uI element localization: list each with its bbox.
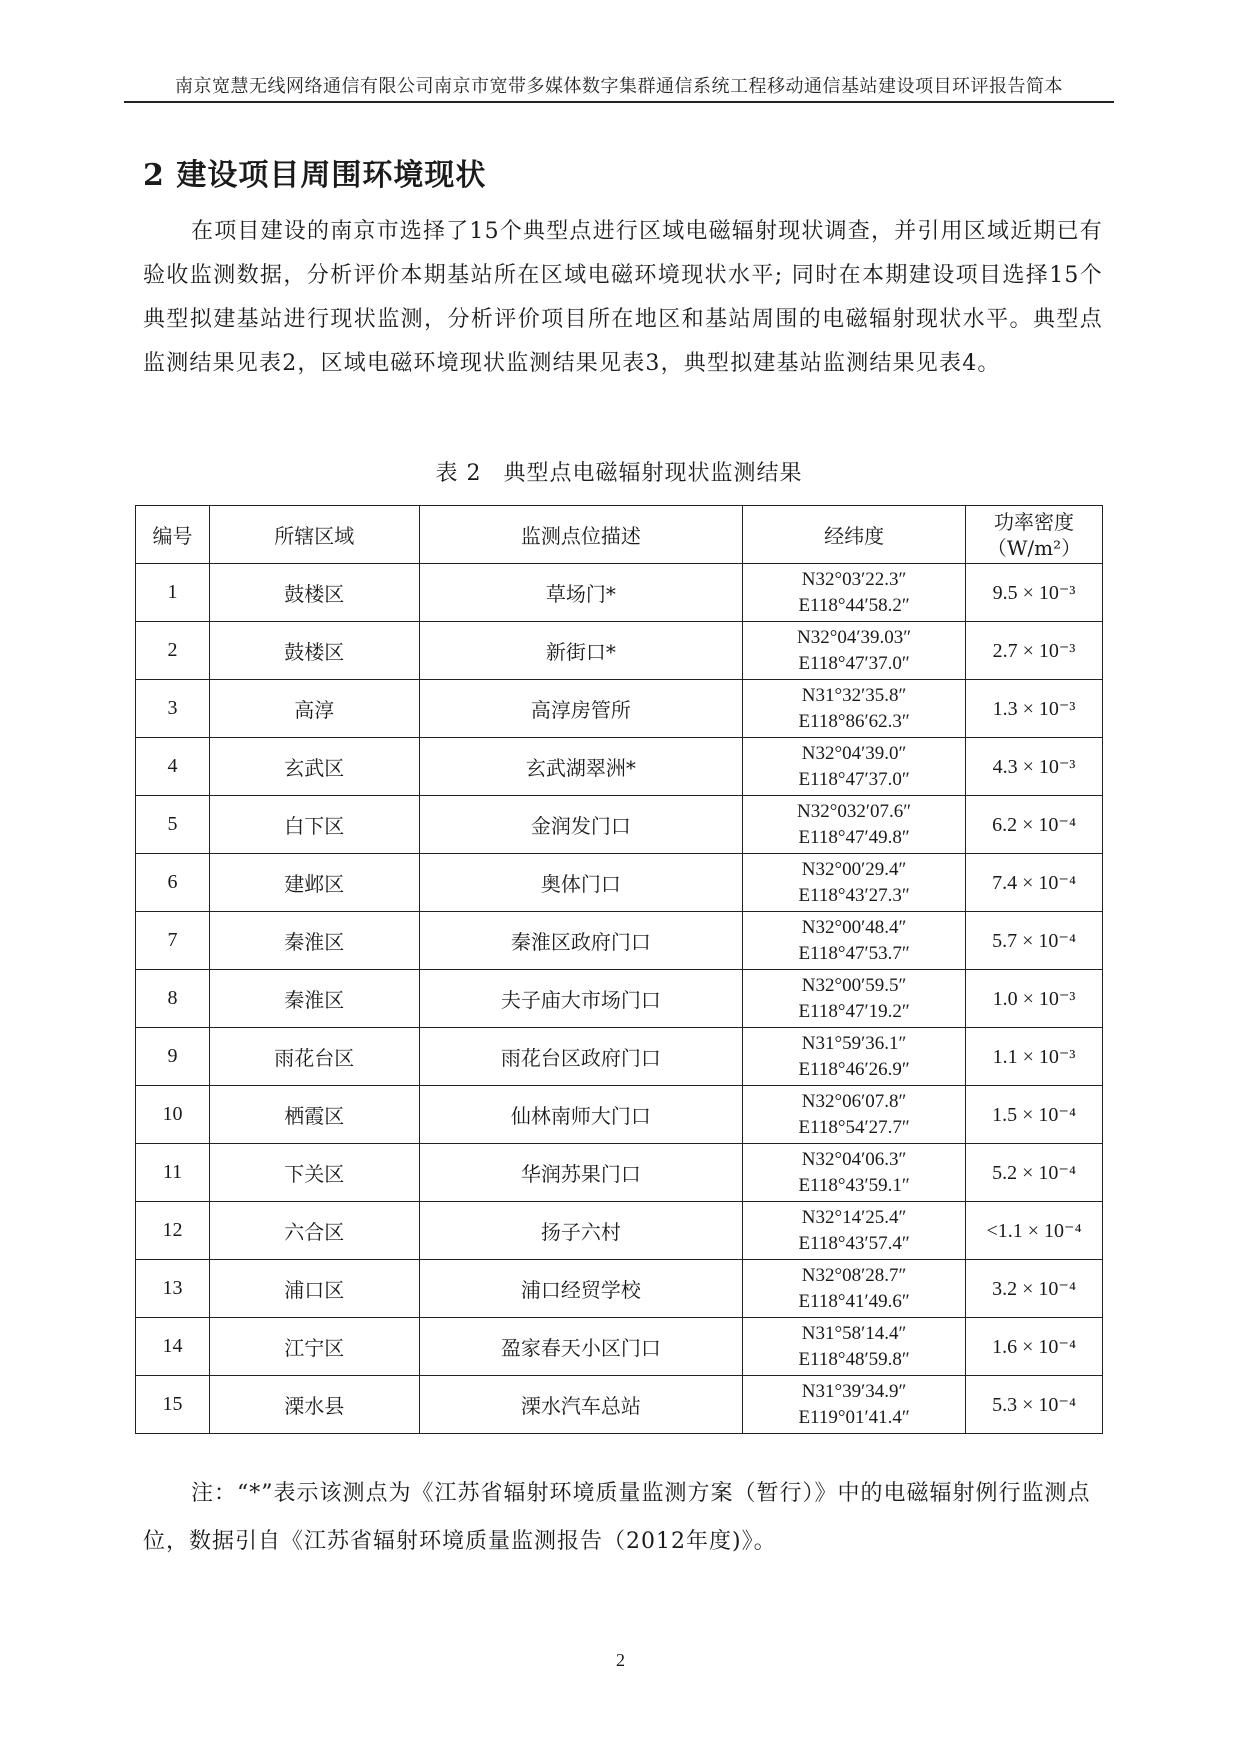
cell-id: 8 — [136, 970, 210, 1028]
cell-power-density: 4.3 × 10⁻³ — [966, 738, 1103, 796]
cell-coords — [743, 1260, 966, 1318]
cell-district: 鼓楼区 — [209, 622, 419, 680]
cell-district: 栖霞区 — [209, 1086, 419, 1144]
cell-coords — [743, 1144, 966, 1202]
cell-district: 秦淮区 — [209, 912, 419, 970]
cell-location: 金润发门口 — [419, 796, 743, 854]
cell-coords — [743, 622, 966, 680]
cell-coords — [743, 796, 966, 854]
cell-power-density: 1.3 × 10⁻³ — [966, 680, 1103, 738]
cell-coords — [743, 1028, 966, 1086]
cell-district: 玄武区 — [209, 738, 419, 796]
cell-coords — [743, 738, 966, 796]
cell-id: 6 — [136, 854, 210, 912]
cell-coords — [743, 680, 966, 738]
cell-coords — [743, 1318, 966, 1376]
cell-power-density: 2.7 × 10⁻³ — [966, 622, 1103, 680]
table-header-row — [136, 506, 1103, 564]
cell-longitude: E118°54′27.7″ — [798, 1116, 910, 1138]
header-power-density — [966, 506, 1103, 564]
cell-power-density: 5.2 × 10⁻⁴ — [966, 1144, 1103, 1202]
table-row — [136, 738, 1103, 796]
cell-latitude: N32°14′25.4″ — [801, 1206, 907, 1228]
cell-id: 11 — [136, 1144, 210, 1202]
cell-latitude: N31°32′35.8″ — [801, 684, 907, 706]
cell-power-density: 1.1 × 10⁻³ — [966, 1028, 1103, 1086]
cell-coords — [743, 970, 966, 1028]
cell-district: 六合区 — [209, 1202, 419, 1260]
table-row — [136, 1086, 1103, 1144]
cell-power-density: 1.0 × 10⁻³ — [966, 970, 1103, 1028]
cell-id: 12 — [136, 1202, 210, 1260]
cell-longitude: E118°41′49.6″ — [798, 1290, 910, 1312]
header-id: 编号 — [136, 506, 210, 564]
table-note: 注：“*”表示该测点为《江苏省辐射环境质量监测方案（暂行）》中的电磁辐射例行监测点位，数据引自《江苏省辐射环境质量监测报告（2012年度)》。 — [143, 1481, 1091, 1554]
cell-latitude: N32°00′29.4″ — [801, 858, 907, 880]
cell-district: 江宁区 — [209, 1318, 419, 1376]
table-row — [136, 564, 1103, 622]
cell-latitude: N31°39′34.9″ — [801, 1380, 907, 1402]
cell-longitude: E119°01′41.4″ — [798, 1406, 910, 1428]
cell-longitude: E118°43′59.1″ — [798, 1174, 910, 1196]
cell-coords — [743, 912, 966, 970]
cell-location: 秦淮区政府门口 — [419, 912, 743, 970]
cell-coords — [743, 1086, 966, 1144]
cell-location: 溧水汽车总站 — [419, 1376, 743, 1434]
cell-location: 玄武湖翠洲* — [419, 738, 743, 796]
cell-location: 仙林南师大门口 — [419, 1086, 743, 1144]
table-row — [136, 912, 1103, 970]
cell-longitude: E118°47′37.0″ — [798, 652, 910, 674]
cell-latitude: N32°03′22.3″ — [801, 568, 907, 590]
page-number: 2 — [616, 1650, 625, 1670]
cell-id: 10 — [136, 1086, 210, 1144]
cell-longitude: E118°47′53.7″ — [798, 942, 910, 964]
table-row — [136, 854, 1103, 912]
header-location: 监测点位描述 — [419, 506, 743, 564]
header-coords: 经纬度 — [743, 506, 966, 564]
intro-paragraph: 在项目建设的南京市选择了15个典型点进行区域电磁辐射现状调查，并引用区域近期已有验收监测数据，分析评价本期基站所在区域电磁环境现状水平; 同时在本期建设项目选择15个典型拟建基站进行现状监测，分析评价项目所在地区和基站周围的电磁辐射现状水平。典型点监测结果见表2，区域电磁环境现状监测结果见表3，典型拟建基站监测结果见表4。 — [143, 219, 1103, 376]
cell-longitude: E118°43′27.3″ — [798, 884, 910, 906]
cell-latitude: N31°58′14.4″ — [801, 1322, 907, 1344]
cell-power-density: 1.5 × 10⁻⁴ — [966, 1086, 1103, 1144]
table-row — [136, 1318, 1103, 1376]
cell-district: 白下区 — [209, 796, 419, 854]
cell-power-density: 3.2 × 10⁻⁴ — [966, 1260, 1103, 1318]
table-row — [136, 1028, 1103, 1086]
cell-district: 鼓楼区 — [209, 564, 419, 622]
cell-id: 4 — [136, 738, 210, 796]
cell-latitude: N32°04′39.0″ — [801, 742, 907, 764]
cell-latitude: N32°00′48.4″ — [801, 916, 907, 938]
cell-latitude: N32°08′28.7″ — [801, 1264, 907, 1286]
cell-longitude: E118°47′37.0″ — [798, 768, 910, 790]
table-row — [136, 1260, 1103, 1318]
table-row — [136, 622, 1103, 680]
cell-latitude: N32°06′07.8″ — [801, 1090, 907, 1112]
cell-power-density: 6.2 × 10⁻⁴ — [966, 796, 1103, 854]
cell-district: 溧水县 — [209, 1376, 419, 1434]
cell-id: 7 — [136, 912, 210, 970]
cell-latitude: N32°04′06.3″ — [801, 1148, 907, 1170]
cell-id: 1 — [136, 564, 210, 622]
cell-location: 高淳房管所 — [419, 680, 743, 738]
cell-id: 2 — [136, 622, 210, 680]
cell-power-density: <1.1 × 10⁻⁴ — [966, 1202, 1103, 1260]
cell-power-density: 5.3 × 10⁻⁴ — [966, 1376, 1103, 1434]
cell-coords — [743, 564, 966, 622]
cell-latitude: N32°00′59.5″ — [801, 974, 907, 996]
table-caption — [124, 456, 1114, 487]
cell-location: 华润苏果门口 — [419, 1144, 743, 1202]
cell-location: 夫子庙大市场门口 — [419, 970, 743, 1028]
cell-longitude: E118°47′49.8″ — [798, 826, 910, 848]
table-caption-title: 典型点电磁辐射现状监测结果 — [503, 461, 803, 486]
cell-latitude: N32°032′07.6″ — [797, 800, 912, 822]
cell-longitude: E118°48′59.8″ — [798, 1348, 910, 1370]
cell-id: 9 — [136, 1028, 210, 1086]
cell-latitude: N32°04′39.03″ — [797, 626, 912, 648]
cell-latitude: N31°59′36.1″ — [801, 1032, 907, 1054]
cell-district: 雨花台区 — [209, 1028, 419, 1086]
table-row — [136, 796, 1103, 854]
cell-coords — [743, 1202, 966, 1260]
cell-longitude: E118°47′19.2″ — [798, 1000, 910, 1022]
cell-power-density: 5.7 × 10⁻⁴ — [966, 912, 1103, 970]
cell-coords — [743, 1376, 966, 1434]
cell-id: 14 — [136, 1318, 210, 1376]
header-power-unit: （W/m²） — [986, 535, 1082, 560]
table-row — [136, 680, 1103, 738]
header-rule — [124, 101, 1114, 103]
cell-longitude: E118°86′62.3″ — [798, 710, 910, 732]
cell-district: 下关区 — [209, 1144, 419, 1202]
cell-coords — [743, 854, 966, 912]
cell-longitude: E118°43′57.4″ — [798, 1232, 910, 1254]
cell-location: 新街口* — [419, 622, 743, 680]
cell-power-density: 9.5 × 10⁻³ — [966, 564, 1103, 622]
table-caption-number: 表 2 — [435, 461, 482, 486]
table-row — [136, 1376, 1103, 1434]
cell-id: 3 — [136, 680, 210, 738]
cell-id: 13 — [136, 1260, 210, 1318]
cell-location: 草场门* — [419, 564, 743, 622]
table-row — [136, 970, 1103, 1028]
cell-district: 建邺区 — [209, 854, 419, 912]
cell-location: 扬子六村 — [419, 1202, 743, 1260]
cell-district: 高淳 — [209, 680, 419, 738]
monitoring-results-table — [135, 505, 1103, 1434]
running-header: 南京宽慧无线网络通信有限公司南京市宽带多媒体数字集群通信系统工程移动通信基站建设项目环评报告简本 — [175, 76, 1063, 97]
cell-district: 浦口区 — [209, 1260, 419, 1318]
cell-power-density: 1.6 × 10⁻⁴ — [966, 1318, 1103, 1376]
header-power-label: 功率密度 — [994, 509, 1075, 534]
cell-power-density: 7.4 × 10⁻⁴ — [966, 854, 1103, 912]
cell-id: 5 — [136, 796, 210, 854]
cell-location: 盈家春天小区门口 — [419, 1318, 743, 1376]
cell-district: 秦淮区 — [209, 970, 419, 1028]
cell-longitude: E118°46′26.9″ — [798, 1058, 910, 1080]
cell-longitude: E118°44′58.2″ — [798, 594, 910, 616]
cell-location: 浦口经贸学校 — [419, 1260, 743, 1318]
section-title: 2 建设项目周围环境现状 — [143, 158, 487, 193]
cell-location: 雨花台区政府门口 — [419, 1028, 743, 1086]
cell-location: 奥体门口 — [419, 854, 743, 912]
table-row — [136, 1202, 1103, 1260]
table-row — [136, 1144, 1103, 1202]
header-district: 所辖区域 — [209, 506, 419, 564]
cell-id: 15 — [136, 1376, 210, 1434]
